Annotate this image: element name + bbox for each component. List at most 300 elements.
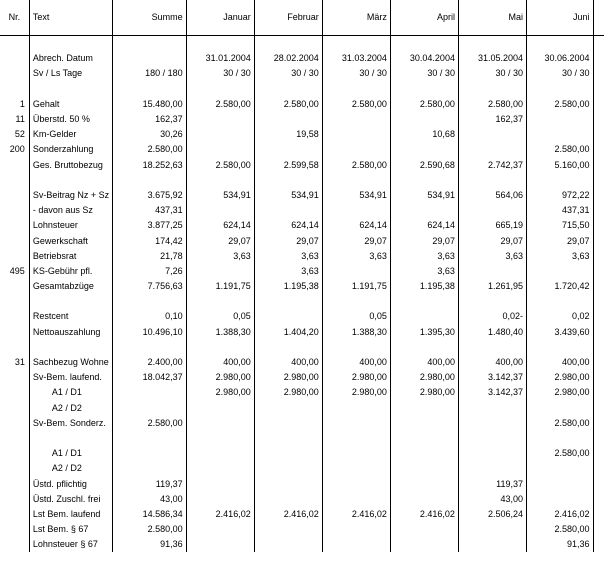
cell-month-value: 3.142,37 xyxy=(458,370,526,385)
cell-month-value: 624,14 xyxy=(186,218,254,233)
cell-extra xyxy=(593,142,604,157)
table-row xyxy=(0,370,604,385)
cell-extra xyxy=(593,127,604,142)
cell-nr xyxy=(0,218,29,233)
col-header-juni: Juni xyxy=(527,0,593,36)
cell-month-value: 400,00 xyxy=(458,355,526,370)
cell-month-value xyxy=(322,36,390,52)
cell-month-value xyxy=(390,36,458,52)
cell-extra xyxy=(593,218,604,233)
cell-nr xyxy=(0,294,29,309)
cell-extra xyxy=(593,309,604,324)
cell-summe: 21,78 xyxy=(113,249,187,264)
cell-summe: 2.580,00 xyxy=(113,416,187,431)
cell-summe xyxy=(113,51,187,66)
cell-month-value: 3.439,60 xyxy=(527,325,593,340)
cell-month-value xyxy=(322,401,390,416)
cell-month-value: 30 / 30 xyxy=(390,66,458,81)
cell-summe: 18.042,37 xyxy=(113,370,187,385)
cell-text: Üstd. pflichtig xyxy=(29,476,112,491)
cell-extra xyxy=(593,446,604,461)
cell-month-value: 1.195,38 xyxy=(254,279,322,294)
cell-month-value: 2.980,00 xyxy=(254,385,322,400)
cell-month-value: 2.980,00 xyxy=(527,385,593,400)
cell-month-value xyxy=(254,401,322,416)
cell-month-value: 0,05 xyxy=(322,309,390,324)
cell-month-value: 2.416,02 xyxy=(322,507,390,522)
cell-month-value: 2.980,00 xyxy=(186,370,254,385)
cell-month-value: 91,36 xyxy=(527,537,593,552)
col-header-februar: Februar xyxy=(254,0,322,36)
cell-month-value: 624,14 xyxy=(322,218,390,233)
table-row xyxy=(0,340,604,355)
cell-month-value xyxy=(527,461,593,476)
cell-month-value: 2.580,00 xyxy=(527,522,593,537)
cell-month-value xyxy=(390,340,458,355)
cell-month-value: 624,14 xyxy=(390,218,458,233)
cell-month-value: 29,07 xyxy=(390,233,458,248)
cell-extra xyxy=(593,340,604,355)
cell-extra xyxy=(593,233,604,248)
cell-text: A2 / D2 xyxy=(29,461,112,476)
cell-month-value: 2.580,00 xyxy=(322,158,390,173)
cell-extra xyxy=(593,279,604,294)
cell-month-value: 400,00 xyxy=(527,355,593,370)
cell-extra xyxy=(593,507,604,522)
col-header-januar: Januar xyxy=(186,0,254,36)
cell-month-value: 2.580,00 xyxy=(254,97,322,112)
cell-month-value xyxy=(390,431,458,446)
cell-month-value: 10,68 xyxy=(390,127,458,142)
cell-text: A1 / D1 xyxy=(29,385,112,400)
cell-month-value xyxy=(186,142,254,157)
cell-summe xyxy=(113,385,187,400)
cell-month-value: 30 / 30 xyxy=(527,66,593,81)
cell-summe xyxy=(113,36,187,52)
cell-summe: 15.480,00 xyxy=(113,97,187,112)
cell-month-value: 3,63 xyxy=(527,249,593,264)
cell-extra xyxy=(593,264,604,279)
cell-month-value: 2.416,02 xyxy=(254,507,322,522)
cell-month-value xyxy=(186,492,254,507)
cell-summe: 18.252,63 xyxy=(113,158,187,173)
cell-summe xyxy=(113,461,187,476)
table-body xyxy=(0,36,604,553)
cell-month-value xyxy=(458,127,526,142)
cell-extra xyxy=(593,355,604,370)
table-row xyxy=(0,325,604,340)
cell-month-value: 29,07 xyxy=(527,233,593,248)
cell-month-value: 564,06 xyxy=(458,188,526,203)
cell-month-value xyxy=(458,264,526,279)
cell-text xyxy=(29,340,112,355)
cell-summe xyxy=(113,431,187,446)
cell-month-value: 2.416,02 xyxy=(390,507,458,522)
cell-month-value xyxy=(322,416,390,431)
cell-nr xyxy=(0,492,29,507)
cell-extra xyxy=(593,370,604,385)
cell-summe: 174,42 xyxy=(113,233,187,248)
cell-nr xyxy=(0,233,29,248)
cell-extra xyxy=(593,294,604,309)
table-row xyxy=(0,279,604,294)
cell-text: Üstd. Zuschl. frei xyxy=(29,492,112,507)
cell-month-value: 534,91 xyxy=(390,188,458,203)
cell-text: Sv-Bem. laufend. xyxy=(29,370,112,385)
cell-extra xyxy=(593,97,604,112)
cell-nr xyxy=(0,370,29,385)
cell-month-value: 3,63 xyxy=(390,264,458,279)
cell-month-value xyxy=(458,431,526,446)
cell-month-value xyxy=(458,537,526,552)
cell-month-value: 2.580,00 xyxy=(186,97,254,112)
cell-month-value: 29,07 xyxy=(186,233,254,248)
cell-nr xyxy=(0,325,29,340)
cell-month-value xyxy=(527,173,593,188)
cell-month-value xyxy=(322,127,390,142)
cell-month-value xyxy=(254,203,322,218)
cell-summe: 14.586,34 xyxy=(113,507,187,522)
cell-month-value xyxy=(186,522,254,537)
cell-text xyxy=(29,36,112,52)
table-row xyxy=(0,294,604,309)
col-header-mai: Mai xyxy=(458,0,526,36)
cell-month-value xyxy=(186,203,254,218)
cell-summe: 2.580,00 xyxy=(113,142,187,157)
cell-month-value xyxy=(186,173,254,188)
cell-month-value xyxy=(322,522,390,537)
cell-summe: 43,00 xyxy=(113,492,187,507)
cell-month-value: 400,00 xyxy=(390,355,458,370)
cell-extra xyxy=(593,188,604,203)
cell-nr: 11 xyxy=(0,112,29,127)
cell-nr xyxy=(0,431,29,446)
cell-month-value: 30.06.2004 xyxy=(527,51,593,66)
cell-month-value: 2.416,02 xyxy=(186,507,254,522)
cell-text: Gesamtabzüge xyxy=(29,279,112,294)
cell-month-value: 1.191,75 xyxy=(186,279,254,294)
cell-extra xyxy=(593,249,604,264)
cell-nr xyxy=(0,385,29,400)
cell-text: Ges. Bruttobezug xyxy=(29,158,112,173)
cell-month-value: 2.980,00 xyxy=(527,370,593,385)
cell-text: Restcent xyxy=(29,309,112,324)
cell-nr xyxy=(0,82,29,97)
cell-month-value: 1.195,38 xyxy=(390,279,458,294)
cell-month-value: 162,37 xyxy=(458,112,526,127)
cell-text xyxy=(29,431,112,446)
table-row xyxy=(0,203,604,218)
cell-month-value xyxy=(458,340,526,355)
cell-month-value: 2.580,00 xyxy=(458,97,526,112)
cell-month-value: 665,19 xyxy=(458,218,526,233)
table-row xyxy=(0,264,604,279)
cell-text: - davon aus Sz xyxy=(29,203,112,218)
cell-text xyxy=(29,82,112,97)
cell-month-value: 534,91 xyxy=(186,188,254,203)
cell-month-value xyxy=(254,461,322,476)
table-row xyxy=(0,401,604,416)
cell-nr xyxy=(0,416,29,431)
cell-month-value xyxy=(527,294,593,309)
cell-text xyxy=(29,294,112,309)
cell-text xyxy=(29,173,112,188)
cell-month-value: 715,50 xyxy=(527,218,593,233)
cell-month-value: 0,02 xyxy=(527,309,593,324)
table-row xyxy=(0,461,604,476)
cell-text: Nettoauszahlung xyxy=(29,325,112,340)
cell-nr xyxy=(0,36,29,52)
cell-month-value: 43,00 xyxy=(458,492,526,507)
table-row xyxy=(0,476,604,491)
cell-month-value xyxy=(322,446,390,461)
cell-summe: 2.580,00 xyxy=(113,522,187,537)
cell-month-value: 28.02.2004 xyxy=(254,51,322,66)
cell-month-value xyxy=(186,127,254,142)
cell-summe: 180 / 180 xyxy=(113,66,187,81)
cell-month-value xyxy=(322,112,390,127)
cell-month-value xyxy=(322,537,390,552)
cell-month-value: 2.580,00 xyxy=(527,446,593,461)
cell-month-value xyxy=(186,461,254,476)
cell-month-value xyxy=(254,82,322,97)
table-row xyxy=(0,249,604,264)
cell-month-value: 3.142,37 xyxy=(458,385,526,400)
cell-extra xyxy=(593,492,604,507)
cell-month-value: 0,05 xyxy=(186,309,254,324)
cell-month-value xyxy=(186,537,254,552)
cell-summe: 7,26 xyxy=(113,264,187,279)
cell-text: Sv-Bem. Sonderz. xyxy=(29,416,112,431)
table-row xyxy=(0,36,604,52)
cell-month-value xyxy=(458,203,526,218)
cell-month-value xyxy=(254,36,322,52)
cell-nr xyxy=(0,279,29,294)
cell-extra xyxy=(593,173,604,188)
col-header-text: Text xyxy=(29,0,112,36)
cell-month-value: 31.05.2004 xyxy=(458,51,526,66)
table-row xyxy=(0,233,604,248)
cell-month-value: 972,22 xyxy=(527,188,593,203)
cell-month-value: 0,02- xyxy=(458,309,526,324)
cell-month-value: 1.191,75 xyxy=(322,279,390,294)
table-row xyxy=(0,82,604,97)
table-row xyxy=(0,51,604,66)
cell-month-value xyxy=(186,401,254,416)
cell-month-value: 2.980,00 xyxy=(390,385,458,400)
cell-month-value xyxy=(186,82,254,97)
cell-month-value xyxy=(390,537,458,552)
table-row xyxy=(0,66,604,81)
cell-month-value: 534,91 xyxy=(254,188,322,203)
cell-extra xyxy=(593,158,604,173)
cell-text: Überstd. 50 % xyxy=(29,112,112,127)
cell-summe: 437,31 xyxy=(113,203,187,218)
cell-text: Lst Bem. laufend xyxy=(29,507,112,522)
cell-text: Sonderzahlung xyxy=(29,142,112,157)
cell-summe xyxy=(113,294,187,309)
cell-month-value: 30 / 30 xyxy=(322,66,390,81)
cell-month-value xyxy=(390,294,458,309)
cell-month-value xyxy=(322,476,390,491)
cell-month-value xyxy=(254,173,322,188)
cell-month-value xyxy=(527,340,593,355)
cell-nr xyxy=(0,188,29,203)
cell-month-value xyxy=(322,492,390,507)
cell-nr xyxy=(0,51,29,66)
cell-month-value xyxy=(254,309,322,324)
cell-month-value xyxy=(186,476,254,491)
table-row xyxy=(0,127,604,142)
cell-extra xyxy=(593,66,604,81)
cell-nr: 495 xyxy=(0,264,29,279)
cell-summe xyxy=(113,173,187,188)
cell-nr xyxy=(0,461,29,476)
cell-month-value xyxy=(254,340,322,355)
cell-nr xyxy=(0,173,29,188)
cell-month-value xyxy=(390,461,458,476)
cell-nr xyxy=(0,309,29,324)
cell-month-value: 1.720,42 xyxy=(527,279,593,294)
cell-extra xyxy=(593,82,604,97)
cell-summe xyxy=(113,82,187,97)
cell-month-value xyxy=(390,416,458,431)
cell-month-value: 1.388,30 xyxy=(186,325,254,340)
cell-text: Lohnsteuer § 67 xyxy=(29,537,112,552)
cell-month-value: 534,91 xyxy=(322,188,390,203)
cell-nr xyxy=(0,446,29,461)
cell-month-value: 2.590,68 xyxy=(390,158,458,173)
cell-month-value: 3,63 xyxy=(254,264,322,279)
cell-summe: 91,36 xyxy=(113,537,187,552)
cell-month-value: 2.580,00 xyxy=(390,97,458,112)
cell-month-value xyxy=(322,142,390,157)
cell-month-value xyxy=(527,82,593,97)
cell-summe: 3.877,25 xyxy=(113,218,187,233)
cell-text: Gehalt xyxy=(29,97,112,112)
cell-extra xyxy=(593,112,604,127)
cell-month-value: 2.980,00 xyxy=(322,370,390,385)
table-row xyxy=(0,492,604,507)
col-header-april: April xyxy=(390,0,458,36)
cell-month-value: 2.416,02 xyxy=(527,507,593,522)
cell-month-value: 31.01.2004 xyxy=(186,51,254,66)
table-row xyxy=(0,446,604,461)
cell-month-value xyxy=(458,36,526,52)
cell-month-value: 19,58 xyxy=(254,127,322,142)
cell-month-value xyxy=(254,142,322,157)
cell-month-value: 3,63 xyxy=(390,249,458,264)
cell-month-value xyxy=(322,264,390,279)
cell-month-value xyxy=(527,431,593,446)
cell-text: Abrech. Datum xyxy=(29,51,112,66)
cell-month-value xyxy=(527,401,593,416)
cell-month-value xyxy=(458,416,526,431)
cell-summe: 2.400,00 xyxy=(113,355,187,370)
cell-month-value xyxy=(322,340,390,355)
cell-month-value: 30 / 30 xyxy=(254,66,322,81)
cell-month-value: 2.980,00 xyxy=(322,385,390,400)
cell-month-value: 2.580,00 xyxy=(186,158,254,173)
cell-month-value: 2.980,00 xyxy=(254,370,322,385)
cell-extra xyxy=(593,416,604,431)
cell-month-value xyxy=(186,431,254,446)
cell-month-value xyxy=(322,82,390,97)
cell-month-value xyxy=(322,294,390,309)
cell-month-value: 2.580,00 xyxy=(527,416,593,431)
cell-nr xyxy=(0,249,29,264)
cell-month-value xyxy=(458,142,526,157)
cell-extra xyxy=(593,476,604,491)
cell-month-value: 3,63 xyxy=(458,249,526,264)
cell-nr: 1 xyxy=(0,97,29,112)
cell-month-value: 1.261,95 xyxy=(458,279,526,294)
cell-month-value xyxy=(254,416,322,431)
cell-month-value xyxy=(186,416,254,431)
cell-nr xyxy=(0,522,29,537)
cell-text: Sachbezug Wohne xyxy=(29,355,112,370)
table-row xyxy=(0,218,604,233)
cell-month-value xyxy=(390,82,458,97)
cell-extra xyxy=(593,522,604,537)
cell-month-value: 29,07 xyxy=(458,233,526,248)
cell-month-value xyxy=(390,173,458,188)
cell-month-value xyxy=(458,461,526,476)
cell-nr xyxy=(0,507,29,522)
cell-nr xyxy=(0,203,29,218)
cell-month-value xyxy=(390,401,458,416)
cell-extra xyxy=(593,325,604,340)
cell-month-value xyxy=(254,537,322,552)
cell-month-value: 30.04.2004 xyxy=(390,51,458,66)
table-row xyxy=(0,309,604,324)
cell-month-value xyxy=(322,203,390,218)
cell-month-value xyxy=(254,294,322,309)
table-row xyxy=(0,522,604,537)
cell-month-value xyxy=(458,294,526,309)
cell-extra xyxy=(593,431,604,446)
cell-summe: 7.756,63 xyxy=(113,279,187,294)
cell-month-value xyxy=(390,522,458,537)
cell-month-value xyxy=(254,522,322,537)
cell-month-value xyxy=(390,446,458,461)
cell-month-value: 2.580,00 xyxy=(527,142,593,157)
cell-extra xyxy=(593,385,604,400)
cell-summe: 119,37 xyxy=(113,476,187,491)
cell-month-value: 29,07 xyxy=(322,233,390,248)
cell-month-value: 624,14 xyxy=(254,218,322,233)
cell-text: Gewerkschaft xyxy=(29,233,112,248)
cell-month-value xyxy=(186,112,254,127)
cell-text: Betriebsrat xyxy=(29,249,112,264)
table-row xyxy=(0,97,604,112)
cell-nr xyxy=(0,66,29,81)
cell-text: Sv-Beitrag Nz + Sz xyxy=(29,188,112,203)
cell-extra xyxy=(593,203,604,218)
cell-month-value: 2.599,58 xyxy=(254,158,322,173)
cell-nr: 52 xyxy=(0,127,29,142)
cell-month-value xyxy=(527,264,593,279)
cell-month-value xyxy=(458,522,526,537)
col-header-maerz: März xyxy=(322,0,390,36)
cell-text: KS-Gebühr pfl. xyxy=(29,264,112,279)
cell-month-value: 400,00 xyxy=(186,355,254,370)
cell-month-value: 400,00 xyxy=(322,355,390,370)
cell-nr xyxy=(0,537,29,552)
cell-month-value: 5.160,00 xyxy=(527,158,593,173)
col-header-extra xyxy=(593,0,604,36)
cell-nr xyxy=(0,340,29,355)
